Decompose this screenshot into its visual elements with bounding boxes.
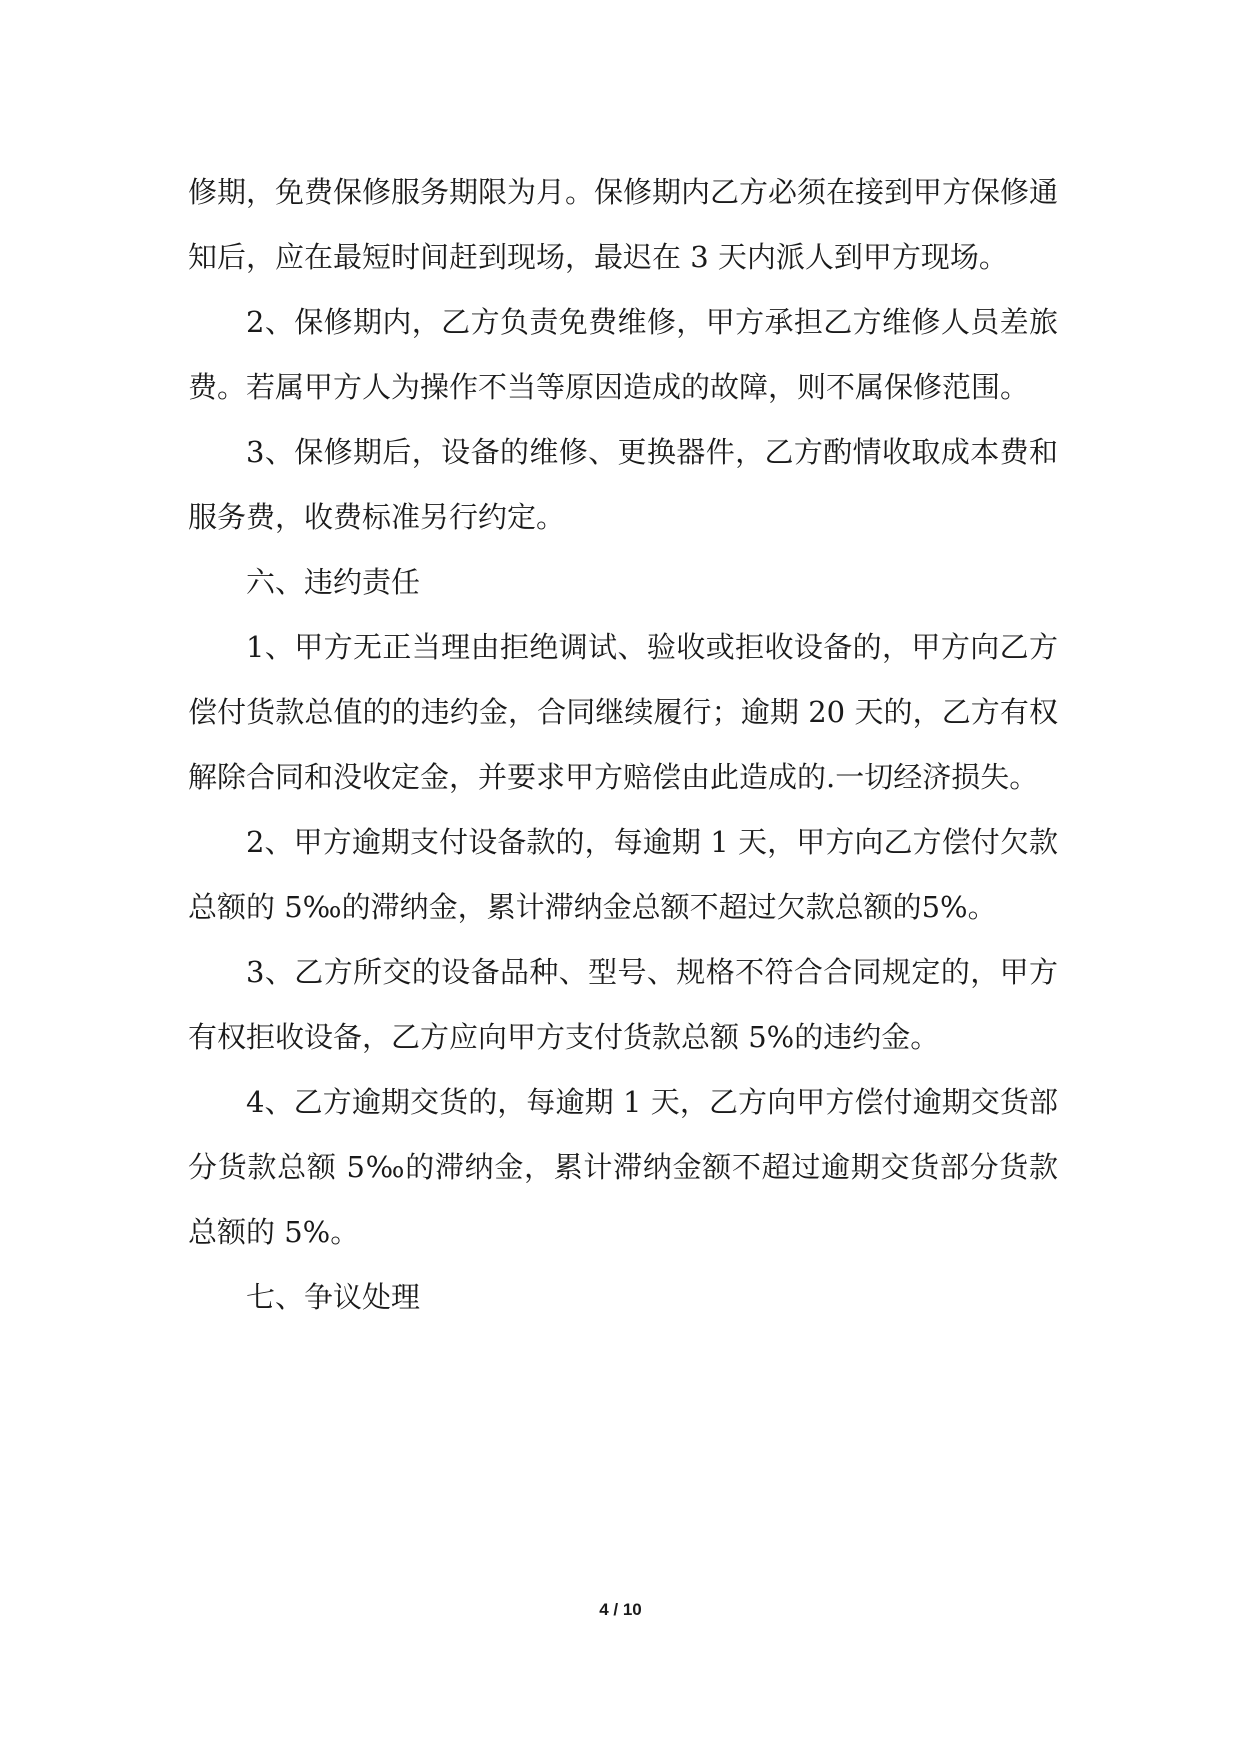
paragraph-breach-3: 3、乙方所交的设备品种、型号、规格不符合合同规定的，甲方有权拒收设备，乙方应向甲方支付货款总额 5%的违约金。 <box>188 955 1058 1054</box>
document-body <box>188 160 1058 1330</box>
paragraph-warranty-period: 修期，免费保修服务期限为月。保修期内乙方必须在接到甲方保修通知后，应在最短时间赶到现场，最迟在 3 天内派人到甲方现场。 <box>188 175 1059 274</box>
page-number: 4 / 10 <box>599 1600 642 1619</box>
section-heading-dispute: 七、争议处理 <box>246 1280 421 1314</box>
paragraph-breach-4: 4、乙方逾期交货的，每逾期 1 天，乙方向甲方偿付逾期交货部分货款总额 5‰的滞纳金，累计滞纳金额不超过逾期交货部分货款总额的 5%。 <box>188 1085 1058 1249</box>
paragraph-warranty-3: 3、保修期后，设备的维修、更换器件，乙方酌情收取成本费和服务费，收费标准另行约定。 <box>188 435 1058 534</box>
section-heading-breach: 六、违约责任 <box>246 565 421 599</box>
paragraph-breach-1: 1、甲方无正当理由拒绝调试、验收或拒收设备的，甲方向乙方偿付货款总值的的违约金，合同继续履行；逾期 20 天的，乙方有权解除合同和没收定金，并要求甲方赔偿由此造成的.一切经济损失。 <box>188 630 1058 794</box>
paragraph-breach-2: 2、甲方逾期支付设备款的，每逾期 1 天，甲方向乙方偿付欠款总额的 5‰的滞纳金，累计滞纳金总额不超过欠款总额的5%。 <box>188 825 1058 924</box>
paragraph-warranty-2: 2、保修期内，乙方负责免费维修，甲方承担乙方维修人员差旅费。若属甲方人为操作不当等原因造成的故障，则不属保修范围。 <box>188 305 1058 404</box>
